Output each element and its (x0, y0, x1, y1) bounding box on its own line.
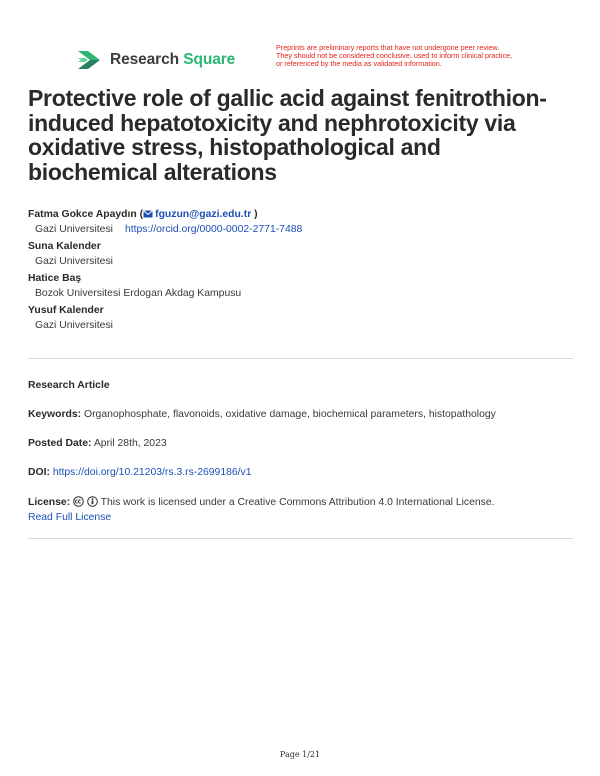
posted-date-label: Posted Date: (28, 438, 92, 449)
keywords (28, 407, 576, 422)
page-number: Page 1/21 (279, 750, 321, 759)
author-affiliation: Gazi Universitesi (35, 320, 113, 331)
doi-label: DOI: (28, 467, 50, 478)
paper-title: Protective role of gallic acid against fenitrothion-induced hepatotoxicity and nephrotoxicity via oxidative stress, histopathological and biochemical alterations (28, 85, 547, 185)
keywords-value: Organophosphate, flavonoids, oxidative damage, biochemical parameters, histopathology (84, 409, 496, 420)
notice-line: Preprints are preliminary reports that have not undergone peer review. (276, 43, 500, 52)
license (28, 495, 576, 525)
article-type: Research Article (28, 380, 110, 391)
license-text: This work is licensed under a Creative Commons Attribution 4.0 International License. (100, 497, 495, 508)
doi-link[interactable]: https://doi.org/10.21203/rs.3.rs-2699186/v1 (52, 467, 252, 478)
divider (28, 538, 573, 539)
posted-date (28, 436, 576, 451)
research-square-logo[interactable] (74, 48, 235, 72)
attribution-icon (87, 496, 98, 507)
header (0, 0, 600, 80)
license-label: License: (28, 497, 71, 508)
author-name: Hatice Baş (28, 273, 82, 284)
author-affiliation: Gazi Universitesi https://orcid.org/0000-0002-2771-7488 (35, 224, 303, 235)
orcid-link[interactable]: https://orcid.org/0000-0002-2771-7488 (124, 224, 303, 235)
author-email-link[interactable]: fguzun@gazi.edu.tr (143, 209, 251, 220)
author-affiliation: Gazi Universitesi (35, 256, 113, 267)
read-full-license-link[interactable]: Read Full License (28, 512, 112, 523)
author-name: Yusuf Kalender (28, 305, 104, 316)
preprint-notice (276, 44, 546, 68)
divider (28, 358, 573, 359)
author-name: Suna Kalender (28, 241, 101, 252)
author-name: Fatma Gokce Apaydın ( fguzun@gazi.edu.tr ) (28, 209, 258, 220)
keywords-label: Keywords: (28, 409, 82, 420)
author-list (28, 207, 576, 335)
posted-date-value: April 28th, 2023 (93, 438, 167, 449)
creative-commons-icon (73, 496, 84, 507)
research-square-logo-icon (74, 48, 104, 72)
doi (28, 465, 576, 480)
logo-text: Research Square (110, 51, 236, 68)
notice-line: or referenced by the media as validated information. (276, 59, 442, 68)
notice-line: They should not be considered conclusive, used to inform clinical practice, (276, 51, 513, 60)
envelope-icon (143, 210, 153, 218)
author-affiliation: Bozok Universitesi Erdogan Akdag Kampusu (35, 288, 242, 299)
